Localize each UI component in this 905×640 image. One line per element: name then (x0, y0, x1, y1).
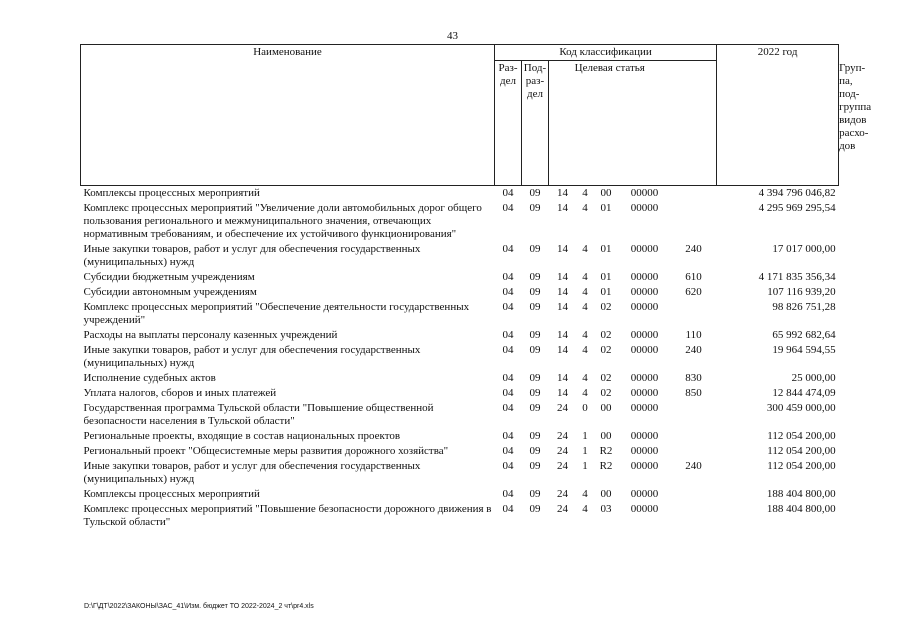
row-target-type: 0 (582, 402, 588, 414)
table-row (81, 343, 839, 371)
row-name: Региональные проекты, входящие в состав национальных проектов (83, 430, 401, 442)
row-name: Иные закупки товаров, работ и услуг для обеспечения государственных (муниципальных) нужд (83, 460, 421, 485)
row-razdel: 04 (502, 243, 514, 255)
table-row (81, 242, 839, 270)
row-name: Расходы на выплаты персоналу казенных учреждений (83, 329, 338, 341)
row-razdel: 04 (502, 301, 514, 313)
row-expense-group: 240 (685, 460, 702, 472)
row-target-direction: 00000 (630, 243, 659, 255)
table-row (81, 300, 839, 328)
table-row (81, 371, 839, 386)
row-expense-group: 830 (685, 372, 702, 384)
row-name: Иные закупки товаров, работ и услуг для обеспечения государственных (муниципальных) нужд (83, 243, 421, 268)
row-name: Государственная программа Тульской области "Повышение общественной безопасности населения в Тульской области" (83, 402, 434, 427)
row-target-sub: 03 (600, 503, 612, 515)
row-razdel: 04 (502, 286, 514, 298)
row-podrazdel: 09 (529, 243, 541, 255)
row-target-sub: 00 (600, 488, 612, 500)
row-target-program: 14 (557, 286, 568, 298)
row-expense-group: 240 (685, 344, 702, 356)
row-amount: 188 404 800,00 (766, 488, 836, 500)
row-razdel: 04 (502, 402, 514, 414)
row-target-program: 14 (557, 301, 568, 313)
row-razdel: 04 (502, 202, 514, 214)
row-target-direction: 00000 (630, 344, 659, 356)
row-name: Комплекс процессных мероприятий "Обеспечение деятельности государственных учреждений" (83, 301, 470, 326)
row-target-type: 4 (582, 387, 588, 399)
row-razdel: 04 (502, 271, 514, 283)
row-target-type: 1 (582, 445, 588, 457)
row-expense-group (671, 300, 717, 328)
row-razdel: 04 (502, 344, 514, 356)
row-name: Региональный проект "Общесистемные меры развития дорожного хозяйства" (83, 445, 449, 457)
row-target-sub: 02 (600, 387, 612, 399)
row-target-sub: 02 (600, 372, 612, 384)
row-podrazdel: 09 (529, 271, 541, 283)
table-header: Наименование Код классификации 2022 год Раз- дел Под- раз- дел Целевая статья Груп- па, под- группа видов расхо- дов (81, 45, 839, 186)
row-podrazdel: 09 (529, 329, 541, 341)
row-name: Уплата налогов, сборов и иных платежей (83, 387, 277, 399)
row-amount: 300 459 000,00 (766, 402, 836, 414)
row-target-type: 4 (582, 301, 588, 313)
table-row (81, 285, 839, 300)
row-target-program: 24 (557, 503, 568, 515)
row-razdel: 04 (502, 187, 514, 199)
row-target-sub: 02 (600, 344, 612, 356)
table-row (81, 386, 839, 401)
row-target-type: 4 (582, 344, 588, 356)
row-target-direction: 00000 (630, 271, 659, 283)
row-amount: 112 054 200,00 (767, 430, 836, 442)
row-target-direction: 00000 (630, 286, 659, 298)
header-podrazdel: Под- раз- дел (522, 61, 549, 186)
row-target-type: 4 (582, 271, 588, 283)
row-name: Исполнение судебных актов (83, 372, 216, 384)
row-podrazdel: 09 (529, 445, 541, 457)
row-podrazdel: 09 (529, 344, 541, 356)
row-expense-group (671, 401, 717, 429)
row-amount: 17 017 000,00 (772, 243, 836, 255)
row-target-type: 4 (582, 329, 588, 341)
table-row (81, 444, 839, 459)
header-name: Наименование (81, 45, 495, 186)
row-expense-group: 620 (685, 286, 702, 298)
row-target-program: 14 (557, 271, 568, 283)
row-target-program: 24 (557, 430, 568, 442)
row-amount: 4 394 796 046,82 (758, 187, 836, 199)
row-podrazdel: 09 (529, 387, 541, 399)
row-target-direction: 00000 (630, 329, 659, 341)
row-razdel: 04 (502, 329, 514, 341)
row-expense-group (671, 444, 717, 459)
row-amount: 65 992 682,64 (772, 329, 836, 341)
row-expense-group: 610 (685, 271, 702, 283)
row-target-direction: 00000 (630, 301, 659, 313)
row-target-direction: 00000 (630, 187, 659, 199)
row-podrazdel: 09 (529, 301, 541, 313)
row-target-program: 24 (557, 402, 568, 414)
header-code: Код классификации (495, 45, 717, 61)
row-amount: 12 844 474,09 (772, 387, 836, 399)
row-amount: 112 054 200,00 (767, 460, 836, 472)
row-target-direction: 00000 (630, 445, 659, 457)
row-razdel: 04 (502, 387, 514, 399)
row-target-type: 4 (582, 286, 588, 298)
row-amount: 4 295 969 295,54 (758, 202, 836, 214)
table-row (81, 429, 839, 444)
row-podrazdel: 09 (529, 488, 541, 500)
row-target-program: 14 (557, 202, 568, 214)
row-target-sub: 00 (600, 430, 612, 442)
row-podrazdel: 09 (529, 402, 541, 414)
row-podrazdel: 09 (529, 460, 541, 472)
row-expense-group: 850 (685, 387, 702, 399)
row-target-direction: 00000 (630, 460, 659, 472)
header-razdel: Раз- дел (495, 61, 522, 186)
row-amount: 4 171 835 356,34 (758, 271, 836, 283)
footer-file-path: D:\Г\ДТ\2022\ЗАКОНЫ\ЗАС_41\Изм. бюджет ТО 2022-2024_2 чт\pr4.xls (84, 603, 314, 610)
row-target-sub: 00 (600, 187, 612, 199)
row-target-direction: 00000 (630, 202, 659, 214)
row-target-sub: R2 (599, 460, 613, 472)
row-target-sub: 02 (600, 329, 612, 341)
row-razdel: 04 (502, 430, 514, 442)
table-row (81, 487, 839, 502)
row-name: Иные закупки товаров, работ и услуг для обеспечения государственных (муниципальных) нужд (83, 344, 421, 369)
row-expense-group: 110 (685, 329, 702, 341)
row-target-program: 14 (557, 187, 568, 199)
row-target-program: 14 (557, 243, 568, 255)
row-amount: 25 000,00 (791, 372, 836, 384)
table-row (81, 186, 839, 202)
row-target-type: 4 (582, 488, 588, 500)
row-name: Субсидии автономным учреждениям (83, 286, 257, 298)
row-target-sub: 01 (600, 243, 612, 255)
row-name: Комплексы процессных мероприятий (83, 187, 260, 199)
row-target-sub: 01 (600, 271, 612, 283)
row-expense-group: 240 (685, 243, 702, 255)
row-target-direction: 00000 (630, 430, 659, 442)
row-target-sub: R2 (599, 445, 613, 457)
row-expense-group (671, 201, 717, 242)
row-podrazdel: 09 (529, 286, 541, 298)
row-target-type: 1 (582, 430, 588, 442)
row-target-direction: 00000 (630, 402, 659, 414)
row-razdel: 04 (502, 460, 514, 472)
row-target-type: 1 (582, 460, 588, 472)
header-celevaya: Целевая статья (549, 61, 671, 186)
row-amount: 98 826 751,28 (772, 301, 836, 313)
row-target-program: 14 (557, 387, 568, 399)
row-target-program: 24 (557, 445, 568, 457)
row-target-direction: 00000 (630, 488, 659, 500)
row-amount: 19 964 594,55 (772, 344, 836, 356)
row-target-program: 14 (557, 329, 568, 341)
row-target-sub: 00 (600, 402, 612, 414)
row-target-type: 4 (582, 202, 588, 214)
row-target-sub: 02 (600, 301, 612, 313)
page-number: 43 (447, 30, 458, 42)
header-year: 2022 год (717, 45, 839, 186)
table-row (81, 502, 839, 530)
row-amount: 107 116 939,20 (767, 286, 836, 298)
table-row (81, 328, 839, 343)
row-target-program: 14 (557, 344, 568, 356)
row-target-type: 4 (582, 187, 588, 199)
row-podrazdel: 09 (529, 202, 541, 214)
row-name: Комплекс процессных мероприятий "Повышение безопасности дорожного движения в Тульской области" (83, 503, 492, 528)
row-razdel: 04 (502, 445, 514, 457)
row-target-type: 4 (582, 372, 588, 384)
row-expense-group (671, 502, 717, 530)
row-razdel: 04 (502, 503, 514, 515)
row-razdel: 04 (502, 488, 514, 500)
table-row (81, 270, 839, 285)
row-target-type: 4 (582, 503, 588, 515)
row-target-program: 24 (557, 460, 568, 472)
row-target-program: 24 (557, 488, 568, 500)
table-body (81, 186, 839, 531)
row-target-direction: 00000 (630, 387, 659, 399)
row-target-type: 4 (582, 243, 588, 255)
table-row (81, 401, 839, 429)
row-amount: 188 404 800,00 (766, 503, 836, 515)
row-expense-group (671, 186, 717, 202)
row-name: Субсидии бюджетным учреждениям (83, 271, 255, 283)
budget-table-container (80, 44, 872, 530)
row-podrazdel: 09 (529, 187, 541, 199)
row-amount: 112 054 200,00 (767, 445, 836, 457)
row-target-program: 14 (557, 372, 568, 384)
table-row (81, 459, 839, 487)
row-expense-group (671, 487, 717, 502)
header-celevaya-spacer (671, 61, 717, 186)
row-target-direction: 00000 (630, 372, 659, 384)
row-name: Комплексы процессных мероприятий (83, 488, 260, 500)
row-target-direction: 00000 (630, 503, 659, 515)
budget-table (80, 44, 872, 530)
row-target-sub: 01 (600, 286, 612, 298)
row-target-sub: 01 (600, 202, 612, 214)
table-row (81, 201, 839, 242)
row-podrazdel: 09 (529, 430, 541, 442)
row-razdel: 04 (502, 372, 514, 384)
row-podrazdel: 09 (529, 503, 541, 515)
row-expense-group (671, 429, 717, 444)
row-name: Комплекс процессных мероприятий "Увеличение доли автомобильных дорог общего пользования регионального и межмуниципального значения, отвечающих нормативным требованиям, и обеспечение их устойчивого функционирования" (83, 202, 482, 240)
row-podrazdel: 09 (529, 372, 541, 384)
